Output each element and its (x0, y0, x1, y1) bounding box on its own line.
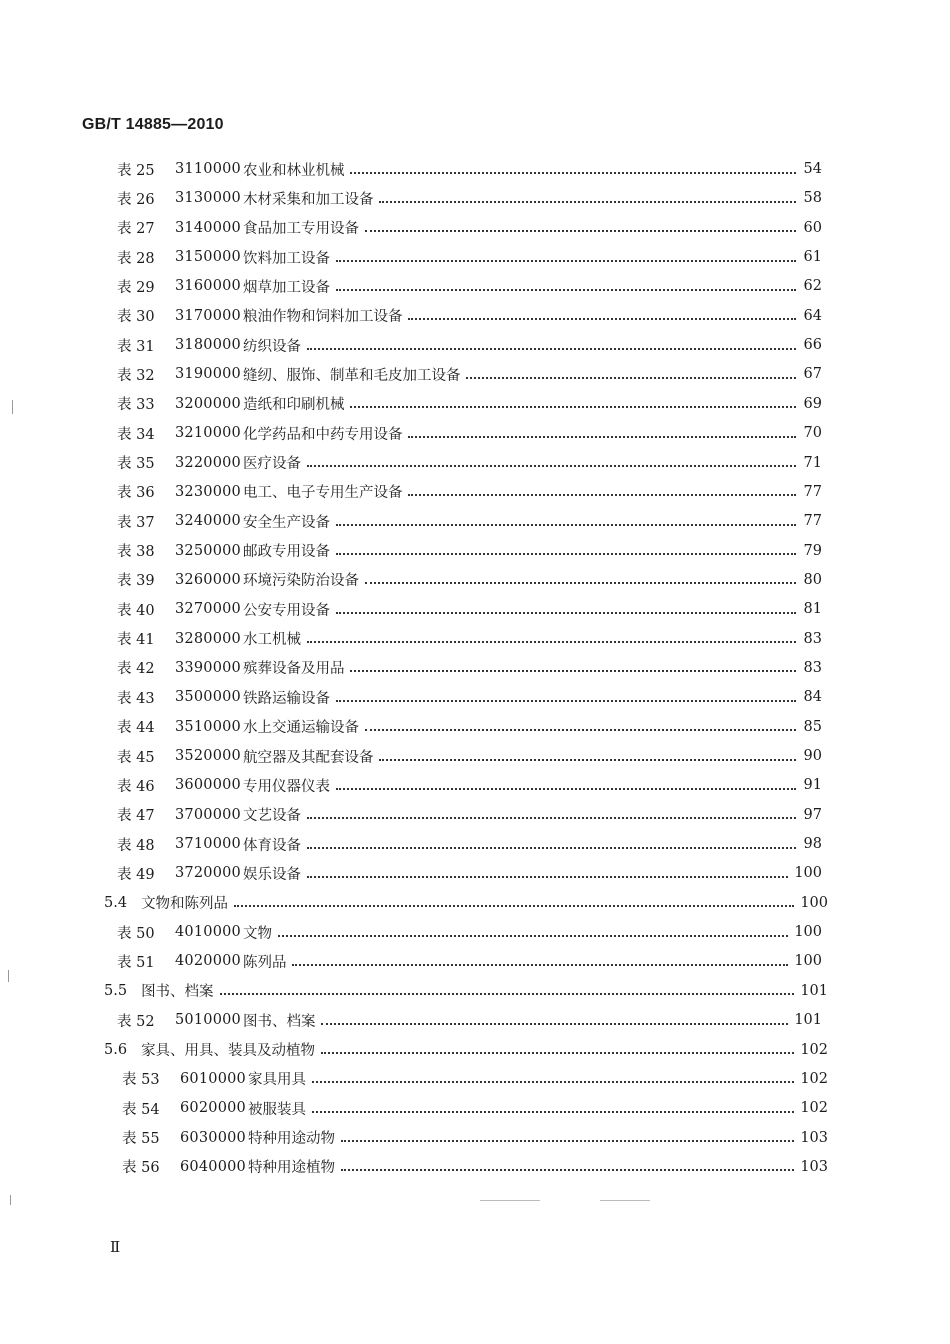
section-number: 5.6 (104, 1041, 128, 1058)
toc-table-entry (117, 742, 822, 770)
classification-code: 3260000 (175, 571, 241, 588)
dot-leader (365, 581, 796, 584)
entry-title: 农业和林业机械 (242, 162, 345, 179)
toc-table-entry (117, 360, 822, 388)
toc-table-entry (117, 566, 822, 594)
dot-leader (379, 758, 796, 761)
table-label: 表 28 (117, 250, 155, 267)
page-ref: 79 (803, 542, 822, 559)
classification-code: 5010000 (175, 1012, 241, 1029)
toc-table-entry (117, 859, 822, 887)
dot-leader (365, 229, 796, 232)
toc-table-entry (117, 830, 822, 858)
toc-table-entry (117, 947, 822, 975)
entry-title: 铁路运输设备 (242, 690, 330, 707)
toc-table-entry (122, 1065, 828, 1093)
table-label: 表 40 (117, 602, 155, 619)
entry-title: 环境污染防治设备 (242, 573, 359, 590)
toc-table-entry (117, 419, 822, 447)
toc-table-entry (117, 654, 822, 682)
table-label: 表 38 (117, 544, 155, 561)
entry-title: 文物 (242, 925, 272, 942)
dot-leader (341, 1139, 794, 1142)
page-ref: 101 (794, 1012, 822, 1029)
dot-leader (336, 552, 796, 555)
entry-title: 烟草加工设备 (242, 279, 330, 296)
classification-code: 3230000 (175, 483, 241, 500)
table-label: 表 46 (117, 778, 155, 795)
table-label: 表 26 (117, 191, 155, 208)
dot-leader (336, 259, 796, 262)
entry-title: 缝纫、服饰、制革和毛皮加工设备 (242, 367, 461, 384)
dot-leader (307, 816, 796, 819)
page-ref: 103 (800, 1158, 828, 1175)
dot-leader (336, 288, 796, 291)
scan-speck (8, 970, 9, 982)
table-label: 表 36 (117, 485, 155, 502)
toc-table-entry (117, 331, 822, 359)
table-label: 表 33 (117, 397, 155, 414)
dot-leader (307, 347, 796, 350)
dot-leader (234, 904, 794, 907)
page-ref: 66 (803, 337, 822, 354)
classification-code: 6020000 (180, 1100, 246, 1117)
entry-title: 饮料加工设备 (242, 250, 330, 267)
classification-code: 3520000 (175, 748, 241, 764)
table-label: 表 43 (117, 690, 155, 707)
dot-leader (365, 728, 796, 731)
page-ref: 54 (803, 161, 822, 177)
page-ref: 69 (803, 395, 822, 412)
dot-leader (336, 523, 796, 526)
page-ref: 90 (803, 748, 822, 764)
page-ref: 70 (803, 425, 822, 442)
table-label: 表 27 (117, 221, 155, 238)
page-ref: 100 (794, 865, 822, 882)
classification-code: 6010000 (180, 1070, 246, 1087)
dot-leader (341, 1168, 794, 1171)
classification-code: 3210000 (175, 425, 241, 442)
dot-leader (321, 1051, 794, 1054)
classification-code: 3720000 (175, 865, 241, 882)
table-label: 表 51 (117, 954, 155, 971)
entry-title: 电工、电子专用生产设备 (242, 485, 403, 502)
toc-table-entry (117, 214, 822, 242)
section-title: 家具、用具、装具及动植物 (141, 1043, 316, 1059)
dot-leader (408, 435, 796, 438)
dot-leader (312, 1080, 794, 1083)
dot-leader (307, 640, 796, 643)
table-label: 表 47 (117, 808, 155, 825)
dot-leader (307, 464, 796, 467)
toc-table-entry (117, 1006, 822, 1034)
table-label: 表 35 (117, 456, 155, 472)
entry-title: 粮油作物和饲料加工设备 (242, 309, 403, 326)
toc-table-entry (117, 478, 822, 506)
dot-leader (336, 787, 796, 790)
scan-speck (10, 1195, 11, 1205)
table-label: 表 32 (117, 367, 155, 384)
page-number: Ⅱ (110, 1238, 121, 1256)
entry-title: 公安专用设备 (242, 602, 330, 619)
section-number: 5.4 (104, 894, 128, 911)
table-label: 表 52 (117, 1013, 155, 1030)
table-label: 表 41 (117, 632, 155, 649)
page-ref: 100 (794, 953, 822, 970)
section-title: 图书、档案 (141, 984, 214, 1001)
classification-code: 3500000 (175, 689, 241, 706)
entry-title: 娱乐设备 (242, 866, 301, 883)
table-label: 表 48 (117, 837, 155, 854)
scan-speck (600, 1200, 650, 1201)
toc-table-entry (122, 1094, 828, 1122)
toc-section-entry (104, 889, 828, 917)
toc-section-entry (104, 1036, 828, 1064)
classification-code: 3170000 (175, 307, 241, 324)
classification-code: 3270000 (175, 601, 241, 618)
page-ref: 77 (803, 483, 822, 500)
toc-table-entry (117, 537, 822, 565)
table-label: 表 53 (122, 1072, 160, 1089)
page-ref: 67 (803, 366, 822, 383)
toc-table-entry (122, 1124, 828, 1152)
entry-title: 纺织设备 (242, 338, 301, 355)
entry-title: 木材采集和加工设备 (242, 191, 374, 208)
page-ref: 98 (803, 836, 822, 853)
page-ref: 103 (800, 1129, 828, 1146)
toc-table-entry (117, 302, 822, 330)
dot-leader (350, 669, 796, 672)
toc-table-entry (117, 683, 822, 711)
scan-speck (480, 1200, 540, 1201)
document-id-header: GB/T 14885—2010 (82, 116, 224, 133)
entry-title: 航空器及其配套设备 (242, 749, 374, 766)
dot-leader (466, 376, 796, 379)
classification-code: 4010000 (175, 924, 241, 941)
classification-code: 6030000 (180, 1129, 246, 1146)
page-ref: 97 (803, 806, 822, 823)
toc-table-entry (117, 595, 822, 623)
toc-table-entry (117, 155, 822, 183)
dot-leader (292, 963, 788, 966)
classification-code: 3180000 (175, 337, 241, 354)
toc-table-entry (117, 507, 822, 535)
dot-leader (408, 317, 796, 320)
table-label: 表 34 (117, 426, 155, 443)
toc-table-entry (117, 184, 822, 212)
classification-code: 3240000 (175, 513, 241, 530)
classification-code: 3700000 (175, 806, 241, 823)
dot-leader (336, 611, 796, 614)
toc-table-entry (122, 1153, 828, 1181)
classification-code: 3390000 (175, 659, 241, 676)
classification-code: 6040000 (180, 1158, 246, 1175)
page-ref: 83 (803, 659, 822, 676)
dot-leader (220, 992, 795, 995)
table-label: 表 39 (117, 573, 155, 590)
entry-title: 安全生产设备 (242, 514, 330, 531)
page-ref: 71 (803, 454, 822, 471)
dot-leader (307, 875, 788, 878)
section-title: 文物和陈列品 (141, 896, 229, 913)
page-ref: 81 (803, 601, 822, 618)
classification-code: 3710000 (175, 836, 241, 853)
entry-title: 家具用具 (247, 1072, 306, 1089)
table-label: 表 54 (122, 1101, 160, 1118)
toc-table-entry (117, 771, 822, 799)
classification-code: 3140000 (175, 219, 241, 236)
table-label: 表 37 (117, 514, 155, 531)
page-ref: 85 (803, 718, 822, 735)
scan-speck (12, 400, 13, 414)
entry-title: 化学药品和中药专用设备 (242, 426, 403, 443)
classification-code: 3600000 (175, 777, 241, 794)
classification-code: 3110000 (175, 161, 241, 177)
entry-title: 殡葬设备及用品 (242, 661, 345, 678)
classification-code: 3150000 (175, 249, 241, 266)
toc-section-entry (104, 977, 828, 1005)
table-label: 表 49 (117, 866, 155, 883)
toc-table-entry (117, 243, 822, 271)
entry-title: 水工机械 (242, 632, 301, 649)
dot-leader (350, 171, 796, 174)
page-ref: 77 (803, 513, 822, 530)
page-ref: 101 (800, 982, 828, 999)
table-label: 表 56 (122, 1160, 160, 1177)
classification-code: 3220000 (175, 454, 241, 471)
classification-code: 3280000 (175, 630, 241, 647)
dot-leader (312, 1110, 794, 1113)
table-label: 表 25 (117, 162, 155, 179)
entry-title: 造纸和印刷机械 (242, 397, 345, 414)
page-ref: 91 (803, 777, 822, 794)
dot-leader (336, 699, 796, 702)
page-ref: 60 (803, 219, 822, 236)
table-label: 表 31 (117, 338, 155, 355)
toc-table-entry (117, 713, 822, 741)
table-label: 表 30 (117, 309, 155, 326)
classification-code: 4020000 (175, 953, 241, 970)
classification-code: 3250000 (175, 542, 241, 559)
page-ref: 102 (800, 1041, 828, 1058)
entry-title: 水上交通运输设备 (242, 720, 359, 737)
entry-title: 专用仪器仪表 (242, 778, 330, 795)
page-ref: 61 (803, 249, 822, 266)
section-number: 5.5 (104, 982, 128, 999)
table-label: 表 42 (117, 661, 155, 678)
dot-leader (408, 493, 796, 496)
page-ref: 84 (803, 689, 822, 706)
page-ref: 102 (800, 1070, 828, 1087)
toc-table-entry (117, 918, 822, 946)
entry-title: 图书、档案 (242, 1013, 316, 1030)
entry-title: 特种用途动物 (247, 1131, 335, 1148)
page-ref: 58 (803, 190, 822, 207)
toc-table-entry (117, 625, 822, 653)
entry-title: 体育设备 (242, 837, 301, 854)
page-ref: 100 (794, 924, 822, 941)
dot-leader (379, 200, 796, 203)
page-ref: 62 (803, 278, 822, 295)
dot-leader (350, 405, 796, 408)
table-label: 表 50 (117, 925, 155, 942)
entry-title: 陈列品 (242, 954, 287, 971)
page-ref: 64 (803, 307, 822, 324)
table-label: 表 44 (117, 720, 155, 737)
toc-table-entry (117, 449, 822, 477)
entry-title: 食品加工专用设备 (242, 221, 359, 238)
entry-title: 医疗设备 (242, 456, 301, 472)
classification-code: 3160000 (175, 278, 241, 295)
page-ref: 83 (803, 630, 822, 647)
page-ref: 80 (803, 571, 822, 588)
classification-code: 3190000 (175, 366, 241, 383)
table-label: 表 45 (117, 749, 155, 766)
toc-table-entry (117, 390, 822, 418)
classification-code: 3200000 (175, 395, 241, 412)
dot-leader (278, 934, 788, 937)
dot-leader (307, 846, 796, 849)
entry-title: 邮政专用设备 (242, 544, 330, 561)
toc-table-entry (117, 272, 822, 300)
entry-title: 被服装具 (247, 1101, 306, 1118)
classification-code: 3510000 (175, 718, 241, 735)
entry-title: 文艺设备 (242, 808, 301, 825)
page-ref: 102 (800, 1100, 828, 1117)
table-label: 表 55 (122, 1131, 160, 1148)
table-label: 表 29 (117, 279, 155, 296)
classification-code: 3130000 (175, 190, 241, 207)
entry-title: 特种用途植物 (247, 1160, 335, 1177)
page-ref: 100 (800, 894, 828, 911)
toc-table-entry (117, 801, 822, 829)
dot-leader (321, 1022, 788, 1025)
